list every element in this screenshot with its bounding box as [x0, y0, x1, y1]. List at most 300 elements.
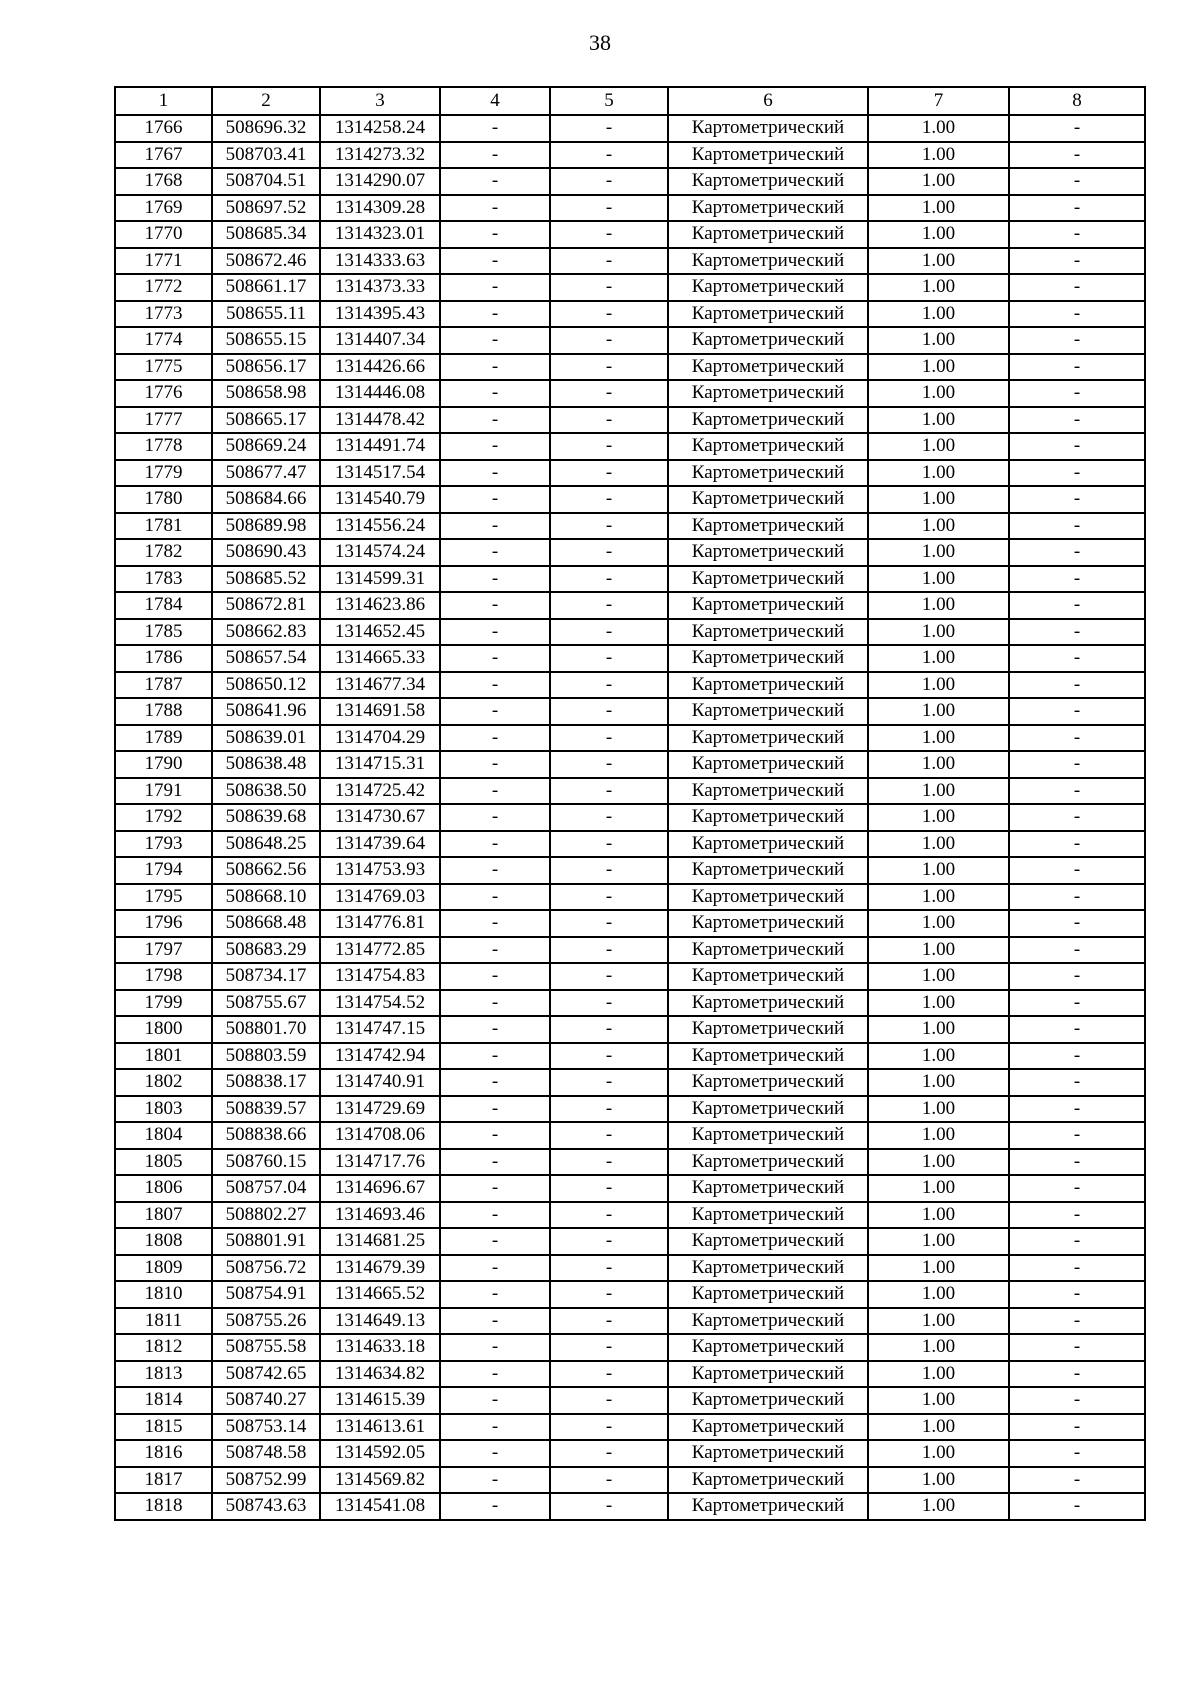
table-row [115, 990, 1145, 1017]
coordinate-y: 1314742.94 [320, 1043, 440, 1070]
coordinate-y: 1314258.24 [320, 115, 440, 142]
method: Картометрический [668, 1308, 868, 1335]
column-8-value: - [1009, 1043, 1145, 1070]
column-5-value: - [550, 115, 668, 142]
table-row [115, 195, 1145, 222]
coordinate-y: 1314633.18 [320, 1334, 440, 1361]
accuracy: 1.00 [868, 566, 1009, 593]
column-4-value: - [440, 1440, 550, 1467]
point-number: 1774 [115, 327, 212, 354]
point-number: 1766 [115, 115, 212, 142]
column-4-value: - [440, 1228, 550, 1255]
accuracy: 1.00 [868, 354, 1009, 381]
column-5-value: - [550, 910, 668, 937]
coordinate-x: 508742.65 [212, 1361, 320, 1388]
coordinate-y: 1314395.43 [320, 301, 440, 328]
column-4-value: - [440, 115, 550, 142]
point-number: 1789 [115, 725, 212, 752]
accuracy: 1.00 [868, 1175, 1009, 1202]
coordinate-y: 1314517.54 [320, 460, 440, 487]
point-number: 1775 [115, 354, 212, 381]
coordinate-y: 1314569.82 [320, 1467, 440, 1494]
coordinate-y: 1314772.85 [320, 937, 440, 964]
table-row [115, 804, 1145, 831]
accuracy: 1.00 [868, 592, 1009, 619]
column-8-value: - [1009, 1122, 1145, 1149]
coordinate-x: 508803.59 [212, 1043, 320, 1070]
coordinate-y: 1314540.79 [320, 486, 440, 513]
column-8-value: - [1009, 804, 1145, 831]
point-number: 1798 [115, 963, 212, 990]
column-8-value: - [1009, 274, 1145, 301]
coordinate-x: 508677.47 [212, 460, 320, 487]
column-5-value: - [550, 380, 668, 407]
column-8-value: - [1009, 195, 1145, 222]
column-5-value: - [550, 221, 668, 248]
method: Картометрический [668, 539, 868, 566]
column-8-value: - [1009, 354, 1145, 381]
table-row [115, 354, 1145, 381]
column-5-value: - [550, 990, 668, 1017]
column-5-value: - [550, 1069, 668, 1096]
accuracy: 1.00 [868, 1069, 1009, 1096]
table-row [115, 301, 1145, 328]
accuracy: 1.00 [868, 486, 1009, 513]
coordinate-x: 508638.48 [212, 751, 320, 778]
method: Картометрический [668, 354, 868, 381]
coordinate-y: 1314574.24 [320, 539, 440, 566]
point-number: 1814 [115, 1387, 212, 1414]
column-4-value: - [440, 831, 550, 858]
table-row [115, 327, 1145, 354]
column-5-value: - [550, 1043, 668, 1070]
accuracy: 1.00 [868, 1361, 1009, 1388]
coordinate-y: 1314478.42 [320, 407, 440, 434]
method: Картометрический [668, 1069, 868, 1096]
coordinate-y: 1314754.52 [320, 990, 440, 1017]
table-row [115, 1016, 1145, 1043]
method: Картометрический [668, 1122, 868, 1149]
column-header: 8 [1009, 87, 1145, 115]
column-4-value: - [440, 1175, 550, 1202]
coordinate-x: 508685.52 [212, 566, 320, 593]
coordinate-x: 508703.41 [212, 142, 320, 169]
column-4-value: - [440, 327, 550, 354]
accuracy: 1.00 [868, 195, 1009, 222]
accuracy: 1.00 [868, 725, 1009, 752]
method: Картометрический [668, 1096, 868, 1123]
table-row [115, 380, 1145, 407]
method: Картометрический [668, 592, 868, 619]
point-number: 1815 [115, 1414, 212, 1441]
column-5-value: - [550, 301, 668, 328]
accuracy: 1.00 [868, 1440, 1009, 1467]
point-number: 1770 [115, 221, 212, 248]
coordinate-y: 1314696.67 [320, 1175, 440, 1202]
point-number: 1794 [115, 857, 212, 884]
coordinate-y: 1314717.76 [320, 1149, 440, 1176]
column-8-value: - [1009, 592, 1145, 619]
accuracy: 1.00 [868, 1334, 1009, 1361]
column-4-value: - [440, 592, 550, 619]
method: Картометрический [668, 1043, 868, 1070]
column-4-value: - [440, 460, 550, 487]
coordinate-x: 508672.46 [212, 248, 320, 275]
column-5-value: - [550, 513, 668, 540]
method: Картометрический [668, 1467, 868, 1494]
column-header: 3 [320, 87, 440, 115]
column-5-value: - [550, 460, 668, 487]
column-5-value: - [550, 751, 668, 778]
column-8-value: - [1009, 725, 1145, 752]
column-5-value: - [550, 831, 668, 858]
point-number: 1771 [115, 248, 212, 275]
column-4-value: - [440, 1202, 550, 1229]
column-4-value: - [440, 354, 550, 381]
coordinate-x: 508689.98 [212, 513, 320, 540]
coordinate-y: 1314426.66 [320, 354, 440, 381]
point-number: 1797 [115, 937, 212, 964]
table-row [115, 486, 1145, 513]
column-8-value: - [1009, 115, 1145, 142]
point-number: 1802 [115, 1069, 212, 1096]
column-5-value: - [550, 1122, 668, 1149]
column-5-value: - [550, 645, 668, 672]
method: Картометрический [668, 645, 868, 672]
column-header: 2 [212, 87, 320, 115]
column-8-value: - [1009, 645, 1145, 672]
accuracy: 1.00 [868, 460, 1009, 487]
table-row [115, 1096, 1145, 1123]
column-5-value: - [550, 804, 668, 831]
column-8-value: - [1009, 1202, 1145, 1229]
coordinate-y: 1314273.32 [320, 142, 440, 169]
column-8-value: - [1009, 539, 1145, 566]
accuracy: 1.00 [868, 433, 1009, 460]
column-8-value: - [1009, 1281, 1145, 1308]
coordinate-x: 508685.34 [212, 221, 320, 248]
coordinate-x: 508662.56 [212, 857, 320, 884]
column-5-value: - [550, 168, 668, 195]
coordinate-y: 1314739.64 [320, 831, 440, 858]
column-8-value: - [1009, 672, 1145, 699]
method: Картометрический [668, 274, 868, 301]
accuracy: 1.00 [868, 619, 1009, 646]
coordinate-y: 1314740.91 [320, 1069, 440, 1096]
coordinate-y: 1314333.63 [320, 248, 440, 275]
coordinate-y: 1314491.74 [320, 433, 440, 460]
method: Картометрический [668, 566, 868, 593]
column-5-value: - [550, 1255, 668, 1282]
column-5-value: - [550, 698, 668, 725]
table-row [115, 1493, 1145, 1520]
table-row [115, 221, 1145, 248]
method: Картометрический [668, 698, 868, 725]
coordinate-x: 508655.11 [212, 301, 320, 328]
coordinate-x: 508838.66 [212, 1122, 320, 1149]
accuracy: 1.00 [868, 1281, 1009, 1308]
column-8-value: - [1009, 963, 1145, 990]
column-4-value: - [440, 1308, 550, 1335]
coordinate-y: 1314769.03 [320, 884, 440, 911]
coordinate-x: 508704.51 [212, 168, 320, 195]
coordinate-x: 508754.91 [212, 1281, 320, 1308]
column-5-value: - [550, 1334, 668, 1361]
method: Картометрический [668, 380, 868, 407]
coordinate-x: 508696.32 [212, 115, 320, 142]
coordinate-x: 508801.91 [212, 1228, 320, 1255]
method: Картометрический [668, 248, 868, 275]
coordinate-x: 508755.26 [212, 1308, 320, 1335]
coordinate-y: 1314677.34 [320, 672, 440, 699]
point-number: 1773 [115, 301, 212, 328]
point-number: 1782 [115, 539, 212, 566]
coordinate-y: 1314776.81 [320, 910, 440, 937]
accuracy: 1.00 [868, 1149, 1009, 1176]
column-5-value: - [550, 1493, 668, 1520]
column-8-value: - [1009, 486, 1145, 513]
coordinate-y: 1314730.67 [320, 804, 440, 831]
method: Картометрический [668, 195, 868, 222]
method: Картометрический [668, 486, 868, 513]
coordinate-x: 508648.25 [212, 831, 320, 858]
table-row [115, 1228, 1145, 1255]
column-8-value: - [1009, 407, 1145, 434]
column-4-value: - [440, 963, 550, 990]
accuracy: 1.00 [868, 327, 1009, 354]
coordinate-x: 508656.17 [212, 354, 320, 381]
table-row [115, 1202, 1145, 1229]
accuracy: 1.00 [868, 168, 1009, 195]
table-header-row [115, 87, 1145, 115]
table-row [115, 963, 1145, 990]
column-4-value: - [440, 1096, 550, 1123]
method: Картометрический [668, 1016, 868, 1043]
column-header: 4 [440, 87, 550, 115]
coordinate-y: 1314704.29 [320, 725, 440, 752]
column-4-value: - [440, 804, 550, 831]
coordinate-x: 508755.67 [212, 990, 320, 1017]
coordinate-y: 1314681.25 [320, 1228, 440, 1255]
column-4-value: - [440, 142, 550, 169]
method: Картометрический [668, 1255, 868, 1282]
coordinate-x: 508748.58 [212, 1440, 320, 1467]
point-number: 1788 [115, 698, 212, 725]
point-number: 1781 [115, 513, 212, 540]
point-number: 1776 [115, 380, 212, 407]
column-4-value: - [440, 1069, 550, 1096]
column-4-value: - [440, 1361, 550, 1388]
method: Картометрический [668, 301, 868, 328]
table-row [115, 751, 1145, 778]
column-4-value: - [440, 645, 550, 672]
accuracy: 1.00 [868, 910, 1009, 937]
column-5-value: - [550, 566, 668, 593]
table-row [115, 1440, 1145, 1467]
column-8-value: - [1009, 778, 1145, 805]
table-row [115, 168, 1145, 195]
column-5-value: - [550, 1228, 668, 1255]
column-header: 6 [668, 87, 868, 115]
column-8-value: - [1009, 698, 1145, 725]
table-row [115, 1308, 1145, 1335]
coordinate-x: 508839.57 [212, 1096, 320, 1123]
table-row [115, 1361, 1145, 1388]
method: Картометрический [668, 725, 868, 752]
column-4-value: - [440, 672, 550, 699]
accuracy: 1.00 [868, 1467, 1009, 1494]
accuracy: 1.00 [868, 1122, 1009, 1149]
method: Картометрический [668, 831, 868, 858]
column-8-value: - [1009, 433, 1145, 460]
column-8-value: - [1009, 1308, 1145, 1335]
table-row [115, 566, 1145, 593]
point-number: 1817 [115, 1467, 212, 1494]
method: Картометрический [668, 1361, 868, 1388]
column-4-value: - [440, 539, 550, 566]
column-8-value: - [1009, 619, 1145, 646]
table-row [115, 1122, 1145, 1149]
coordinate-x: 508639.01 [212, 725, 320, 752]
column-4-value: - [440, 1016, 550, 1043]
column-5-value: - [550, 1440, 668, 1467]
accuracy: 1.00 [868, 115, 1009, 142]
column-4-value: - [440, 1043, 550, 1070]
point-number: 1813 [115, 1361, 212, 1388]
accuracy: 1.00 [868, 857, 1009, 884]
coordinate-x: 508641.96 [212, 698, 320, 725]
column-8-value: - [1009, 1440, 1145, 1467]
method: Картометрический [668, 221, 868, 248]
table-row [115, 857, 1145, 884]
table-row [115, 645, 1145, 672]
point-number: 1805 [115, 1149, 212, 1176]
coordinate-x: 508668.10 [212, 884, 320, 911]
column-8-value: - [1009, 142, 1145, 169]
table-row [115, 831, 1145, 858]
column-header: 5 [550, 87, 668, 115]
column-8-value: - [1009, 1493, 1145, 1520]
column-5-value: - [550, 1308, 668, 1335]
accuracy: 1.00 [868, 1016, 1009, 1043]
column-8-value: - [1009, 857, 1145, 884]
coordinate-x: 508752.99 [212, 1467, 320, 1494]
column-5-value: - [550, 963, 668, 990]
accuracy: 1.00 [868, 1414, 1009, 1441]
column-4-value: - [440, 751, 550, 778]
table-row [115, 592, 1145, 619]
column-5-value: - [550, 274, 668, 301]
method: Картометрический [668, 1440, 868, 1467]
column-4-value: - [440, 248, 550, 275]
column-4-value: - [440, 990, 550, 1017]
accuracy: 1.00 [868, 221, 1009, 248]
coordinate-y: 1314599.31 [320, 566, 440, 593]
accuracy: 1.00 [868, 248, 1009, 275]
table-row [115, 274, 1145, 301]
column-8-value: - [1009, 301, 1145, 328]
table-row [115, 1467, 1145, 1494]
table-row [115, 725, 1145, 752]
accuracy: 1.00 [868, 1493, 1009, 1520]
accuracy: 1.00 [868, 990, 1009, 1017]
coordinate-y: 1314323.01 [320, 221, 440, 248]
coordinate-x: 508697.52 [212, 195, 320, 222]
accuracy: 1.00 [868, 142, 1009, 169]
column-8-value: - [1009, 910, 1145, 937]
point-number: 1804 [115, 1122, 212, 1149]
coordinate-x: 508658.98 [212, 380, 320, 407]
coordinate-x: 508757.04 [212, 1175, 320, 1202]
accuracy: 1.00 [868, 380, 1009, 407]
point-number: 1772 [115, 274, 212, 301]
column-5-value: - [550, 1096, 668, 1123]
table-row [115, 539, 1145, 566]
column-4-value: - [440, 910, 550, 937]
table-row [115, 115, 1145, 142]
table-row [115, 513, 1145, 540]
coordinate-y: 1314613.61 [320, 1414, 440, 1441]
coordinate-y: 1314665.52 [320, 1281, 440, 1308]
method: Картометрический [668, 937, 868, 964]
accuracy: 1.00 [868, 778, 1009, 805]
coordinate-y: 1314754.83 [320, 963, 440, 990]
column-4-value: - [440, 513, 550, 540]
method: Картометрический [668, 1228, 868, 1255]
point-number: 1809 [115, 1255, 212, 1282]
point-number: 1780 [115, 486, 212, 513]
table-row [115, 1175, 1145, 1202]
column-8-value: - [1009, 1149, 1145, 1176]
table-row [115, 407, 1145, 434]
coordinate-y: 1314693.46 [320, 1202, 440, 1229]
column-5-value: - [550, 1016, 668, 1043]
column-4-value: - [440, 168, 550, 195]
column-5-value: - [550, 1202, 668, 1229]
column-header: 7 [868, 87, 1009, 115]
column-5-value: - [550, 778, 668, 805]
coordinate-x: 508801.70 [212, 1016, 320, 1043]
column-8-value: - [1009, 1414, 1145, 1441]
coordinate-y: 1314446.08 [320, 380, 440, 407]
column-4-value: - [440, 1122, 550, 1149]
coordinate-y: 1314729.69 [320, 1096, 440, 1123]
coordinate-x: 508655.15 [212, 327, 320, 354]
column-4-value: - [440, 1387, 550, 1414]
table-row [115, 619, 1145, 646]
column-4-value: - [440, 274, 550, 301]
coordinate-x: 508755.58 [212, 1334, 320, 1361]
column-8-value: - [1009, 831, 1145, 858]
table-row [115, 1281, 1145, 1308]
point-number: 1808 [115, 1228, 212, 1255]
coordinate-y: 1314373.33 [320, 274, 440, 301]
point-number: 1768 [115, 168, 212, 195]
point-number: 1791 [115, 778, 212, 805]
accuracy: 1.00 [868, 645, 1009, 672]
method: Картометрический [668, 1334, 868, 1361]
table-row [115, 248, 1145, 275]
method: Картометрический [668, 857, 868, 884]
column-8-value: - [1009, 1175, 1145, 1202]
accuracy: 1.00 [868, 698, 1009, 725]
method: Картометрический [668, 1414, 868, 1441]
column-5-value: - [550, 486, 668, 513]
point-number: 1799 [115, 990, 212, 1017]
point-number: 1801 [115, 1043, 212, 1070]
point-number: 1796 [115, 910, 212, 937]
coordinate-x: 508639.68 [212, 804, 320, 831]
